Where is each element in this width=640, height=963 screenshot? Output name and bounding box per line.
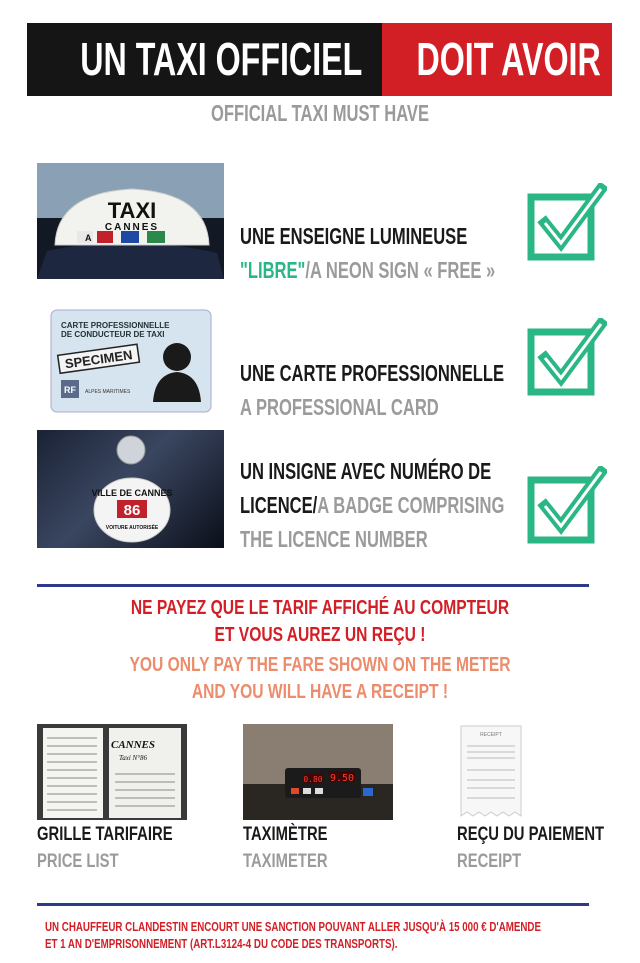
title-red-block bbox=[382, 23, 612, 96]
notice-fr-2: ET VOUS AUREZ UN REÇU ! bbox=[214, 624, 426, 646]
notice-en-1: YOU ONLY PAY THE FARE SHOWN ON THE METER bbox=[129, 654, 511, 676]
title-black-block bbox=[27, 23, 382, 96]
badge-city: VILLE DE CANNES bbox=[91, 488, 173, 498]
req1-english: /A NEON SIGN « FREE » bbox=[305, 257, 496, 283]
card-title-2: DE CONDUCTEUR DE TAXI bbox=[61, 330, 165, 339]
subtitle: OFFICIAL TAXI MUST HAVE bbox=[210, 100, 430, 126]
caption-price-list: GRILLE TARIFAIRE bbox=[37, 824, 173, 845]
card-region: ALPES MARITIMES bbox=[85, 389, 131, 395]
divider-bottom bbox=[37, 903, 589, 906]
footer-line-2: ET 1 AN D'EMPRISONNEMENT (ART.L3124-4 DU CODE DES TRANSPORTS). bbox=[45, 936, 398, 951]
req1-line1: UNE ENSEIGNE LUMINEUSE bbox=[240, 223, 468, 249]
checkmark-icon bbox=[527, 318, 607, 398]
req3-licence: LICENCE/ bbox=[240, 492, 318, 518]
svg-text:A: A bbox=[85, 233, 92, 243]
licence-badge-photo bbox=[37, 430, 224, 548]
professional-card-photo bbox=[37, 302, 224, 418]
caption-taximeter-en: TAXIMETER bbox=[243, 851, 328, 872]
req2-line2: A PROFESSIONAL CARD bbox=[240, 394, 439, 420]
notice-fr-1: NE PAYEZ QUE LE TARIF AFFICHÉ AU COMPTEUR bbox=[130, 597, 510, 619]
title-black-text: UN TAXI OFFICIEL bbox=[80, 33, 363, 85]
checkmark-icon bbox=[527, 466, 607, 546]
req3-line3: THE LICENCE NUMBER bbox=[240, 526, 428, 552]
taxi-sign-city: CANNES bbox=[104, 222, 160, 233]
taxi-sign-photo bbox=[37, 163, 224, 279]
badge-number: 86 bbox=[123, 502, 141, 519]
taximeter-photo bbox=[243, 724, 393, 820]
footer-line-1: UN CHAUFFEUR CLANDESTIN ENCOURT UNE SANCTION POUVANT ALLER JUSQU'À 15 000 € D'AMENDE bbox=[45, 919, 541, 934]
receipt-label: RECEIPT bbox=[480, 732, 502, 738]
card-rf-logo: RF bbox=[64, 385, 76, 395]
req1-line2 bbox=[240, 257, 495, 284]
price-list-heading: CANNES bbox=[110, 739, 156, 751]
req1-libre: "LIBRE" bbox=[240, 257, 306, 283]
meter-fare: 9.50 bbox=[329, 773, 355, 784]
req3-line1: UN INSIGNE AVEC NUMÉRO DE bbox=[240, 458, 492, 484]
badge-bottom: VOITURE AUTORISÉE bbox=[105, 525, 159, 531]
req2-line1: UNE CARTE PROFESSIONNELLE bbox=[240, 360, 505, 386]
req3-english: A BADGE COMPRISING bbox=[317, 492, 505, 518]
divider-top bbox=[37, 584, 589, 587]
card-title-1: CARTE PROFESSIONNELLE bbox=[61, 321, 170, 330]
notice-en-2: AND YOU WILL HAVE A RECEIPT ! bbox=[191, 681, 449, 703]
price-list-sub: Taxi N°86 bbox=[118, 754, 148, 762]
checkmark-icon bbox=[527, 183, 607, 263]
title-red-text: DOIT AVOIR bbox=[416, 33, 601, 85]
taxi-sign-word: TAXI bbox=[107, 198, 157, 223]
receipt-photo bbox=[457, 724, 525, 820]
card-specimen-stamp: SPECIMEN bbox=[63, 347, 134, 372]
caption-receipt-en: RECEIPT bbox=[457, 851, 522, 872]
req3-line2 bbox=[240, 492, 504, 519]
caption-price-list-en: PRICE LIST bbox=[37, 851, 119, 872]
caption-receipt: REÇU DU PAIEMENT bbox=[457, 824, 605, 845]
price-list-photo bbox=[37, 724, 187, 820]
meter-display: 0.80 bbox=[303, 775, 323, 784]
caption-taximeter: TAXIMÈTRE bbox=[243, 824, 328, 845]
